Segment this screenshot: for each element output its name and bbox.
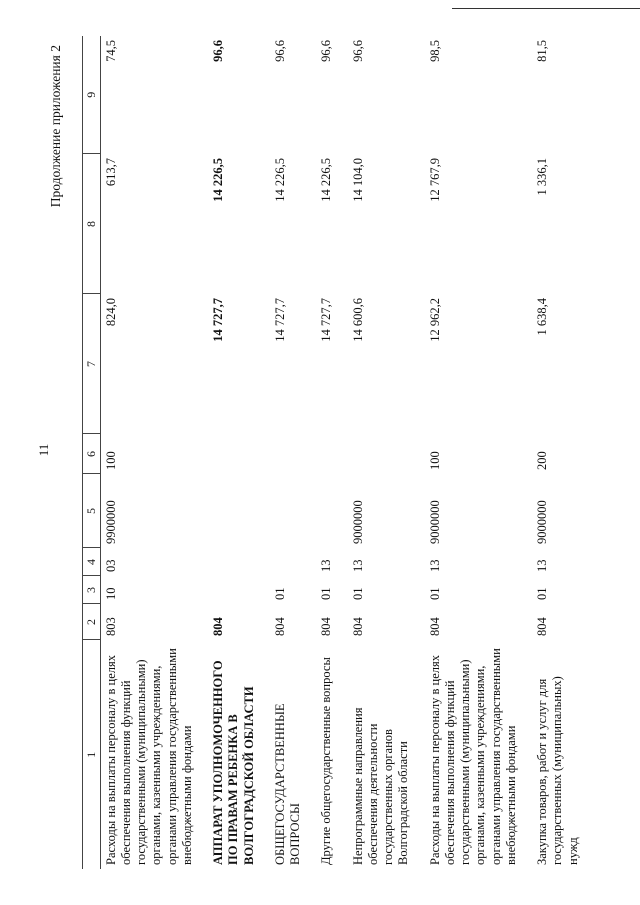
- row-planned: 824,0: [103, 298, 118, 327]
- row-name: Непрограммные направления обеспечения деятельности государственных органов Волгоградской области: [350, 707, 411, 865]
- row-code-ved: 804: [535, 617, 550, 636]
- page-number: 11: [36, 443, 51, 457]
- row-actual: 14 226,5: [211, 158, 226, 202]
- row-code-section: [208, 576, 260, 604]
- row-code-section: 01: [427, 587, 442, 600]
- table-row: [425, 36, 523, 869]
- row-planned: 14 600,6: [350, 298, 365, 342]
- row-code-section: 01: [535, 587, 550, 600]
- row-code-expense-type: [348, 434, 415, 474]
- row-spacer: [415, 36, 425, 869]
- row-code-target: [270, 474, 307, 548]
- continuation-label: Продолжение приложения 2: [48, 45, 63, 208]
- row-code-expense-type: 200: [535, 451, 550, 470]
- row-code-ved: 804: [211, 617, 226, 636]
- row-code-subsection: [270, 548, 307, 576]
- row-name: Расходы на выплаты персоналу в целях обеспечения выполнения функций государственными (муниципальными) органами, казенными учреждениями, органами управления государственными внебюджетными фондами: [427, 648, 518, 865]
- row-code-ved: 803: [103, 617, 118, 636]
- header-cell: 8: [83, 154, 101, 294]
- row-code-ved: 804: [350, 617, 365, 636]
- header-cell: 9: [83, 36, 101, 154]
- row-code-ved: 804: [427, 617, 442, 636]
- row-code-expense-type: 100: [427, 451, 442, 470]
- table-body: [100, 36, 584, 869]
- row-percent: 96,6: [211, 40, 226, 62]
- row-code-ved: 804: [272, 617, 287, 636]
- row-spacer-cell: [198, 36, 208, 869]
- row-spacer-cell: [415, 36, 425, 869]
- row-actual: 12 767,9: [427, 158, 442, 202]
- row-code-subsection: 13: [535, 559, 550, 572]
- row-spacer: [338, 36, 348, 869]
- row-percent: 96,6: [350, 40, 365, 62]
- row-code-target: 9000000: [350, 500, 365, 544]
- table-row: [316, 36, 337, 869]
- row-spacer-cell: [522, 36, 532, 869]
- row-percent: 81,5: [535, 40, 550, 62]
- row-actual: 1 336,1: [535, 158, 550, 196]
- table-header-row: [83, 36, 101, 869]
- row-planned: 12 962,2: [427, 298, 442, 342]
- row-spacer: [260, 36, 270, 869]
- header-cell: 7: [83, 294, 101, 434]
- header-cell: 6: [83, 434, 101, 474]
- header-cell: 4: [83, 548, 101, 576]
- row-code-subsection: 13: [319, 559, 334, 572]
- row-code-target: 9000000: [535, 500, 550, 544]
- row-spacer-cell: [338, 36, 348, 869]
- row-name: АППАРАТ УПОЛНОМОЧЕННОГО ПО ПРАВАМ РЕБЕНКА В ВОЛГОГРАДСКОЙ ОБЛАСТИ: [211, 660, 256, 865]
- row-spacer: [198, 36, 208, 869]
- row-spacer: [306, 36, 316, 869]
- row-actual: 14 226,5: [272, 158, 287, 202]
- row-spacer-cell: [260, 36, 270, 869]
- row-code-expense-type: [270, 434, 307, 474]
- table-row: [348, 36, 415, 869]
- row-code-target: 9900000: [103, 500, 118, 544]
- row-percent: 74,5: [103, 40, 118, 62]
- row-planned: 14 727,7: [272, 298, 287, 342]
- header-cell: 5: [83, 474, 101, 548]
- row-code-expense-type: 100: [103, 451, 118, 470]
- row-code-section: 01: [319, 587, 334, 600]
- row-planned: 1 638,4: [535, 298, 550, 336]
- row-code-expense-type: [316, 434, 337, 474]
- table-row: [532, 36, 584, 869]
- row-code-expense-type: [208, 434, 260, 474]
- row-percent: 98,5: [427, 40, 442, 62]
- row-code-section: 01: [350, 587, 365, 600]
- row-name: Закупка товаров, работ и услуг для государственных (муниципальных) нужд: [535, 676, 580, 865]
- row-actual: 613,7: [103, 158, 118, 187]
- row-name: Расходы на выплаты персоналу в целях обеспечения выполнения функций государственными (муниципальными) органами, казенными учреждениями, органами управления государственными внебюджетными фондами: [103, 648, 194, 865]
- row-actual: 14 104,0: [350, 158, 365, 202]
- row-planned: 14 727,7: [211, 298, 226, 342]
- row-percent: 96,6: [272, 40, 287, 62]
- table-row: [270, 36, 307, 869]
- row-code-subsection: 13: [427, 559, 442, 572]
- header-cell: 2: [83, 604, 101, 640]
- row-code-subsection: 03: [103, 559, 118, 572]
- header-cell: 1: [83, 640, 101, 869]
- header-cell: 3: [83, 576, 101, 604]
- budget-table: [82, 36, 584, 869]
- row-code-subsection: 13: [350, 559, 365, 572]
- row-planned: 14 727,7: [319, 298, 334, 342]
- row-name: Другие общегосударственные вопросы: [319, 657, 334, 865]
- row-actual: 14 226,5: [319, 158, 334, 202]
- row-spacer: [522, 36, 532, 869]
- table-row: [208, 36, 260, 869]
- row-percent: 96,6: [319, 40, 334, 62]
- row-spacer-cell: [306, 36, 316, 869]
- row-code-ved: 804: [319, 617, 334, 636]
- row-code-subsection: [208, 548, 260, 576]
- row-code-target: 9000000: [427, 500, 442, 544]
- table-row: [100, 36, 198, 869]
- row-code-section: 01: [272, 587, 287, 600]
- row-code-target: [316, 474, 337, 548]
- row-name: ОБЩЕГОСУДАРСТВЕННЫЕ ВОПРОСЫ: [272, 703, 303, 865]
- row-code-section: 10: [103, 587, 118, 600]
- row-code-target: [208, 474, 260, 548]
